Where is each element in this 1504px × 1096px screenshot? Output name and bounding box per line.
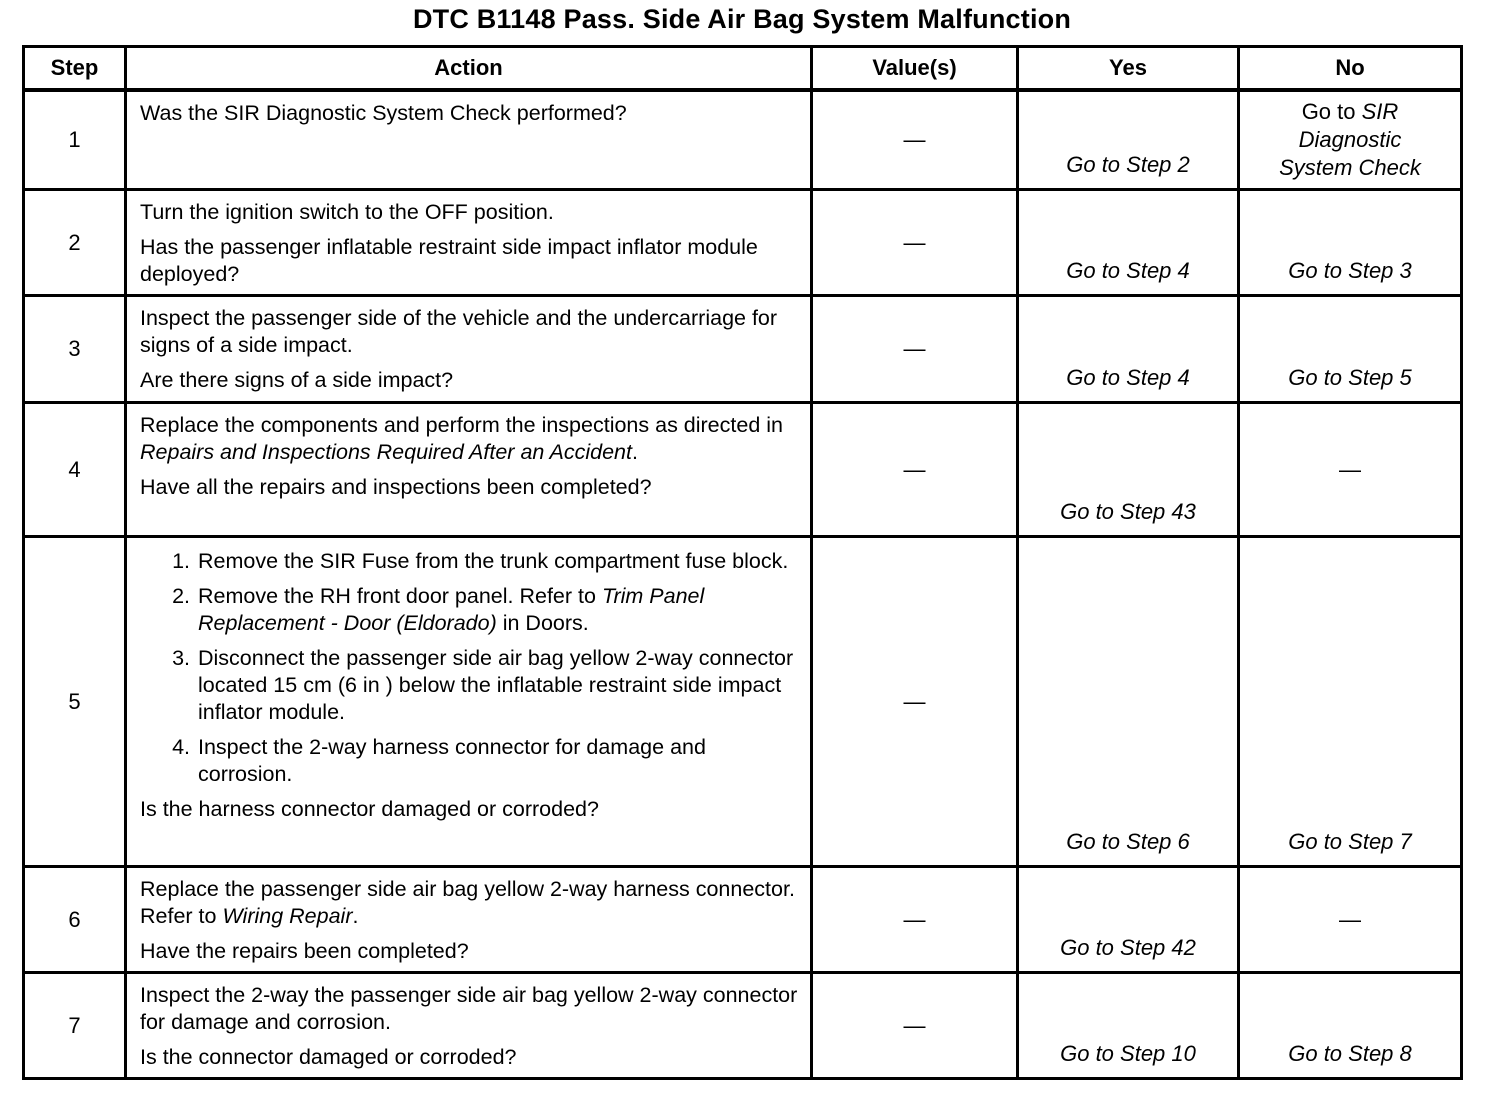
- list-item: [196, 583, 802, 637]
- procedure-list: [140, 548, 802, 788]
- action-cell: [126, 867, 812, 973]
- table-row: [24, 90, 1462, 190]
- no-cell: —: [1239, 867, 1462, 973]
- step-number: 1: [24, 90, 126, 190]
- action-question: Have the repairs been completed?: [140, 939, 469, 963]
- yes-cell: Go to Step 43: [1018, 403, 1239, 537]
- reference-title: Repairs and Inspections Required After an Accident: [140, 440, 632, 464]
- action-question: Are there signs of a side impact?: [140, 368, 454, 392]
- no-cell: Go to Step 5: [1239, 296, 1462, 403]
- table-row: [24, 867, 1462, 973]
- list-item: 4. Inspect the 2-way harness connector for damage and corrosion.: [196, 734, 802, 788]
- action-cell: [126, 973, 812, 1079]
- yes-cell: Go to Step 42: [1018, 867, 1239, 973]
- action-question: Is the harness connector damaged or corroded?: [140, 797, 599, 821]
- step-number: 6: [24, 867, 126, 973]
- table-header-row: [24, 47, 1462, 91]
- table-row: [24, 403, 1462, 537]
- header-action: Action: [126, 47, 812, 91]
- no-line: System Check: [1279, 155, 1421, 180]
- action-question: Have all the repairs and inspections been completed?: [140, 475, 652, 499]
- yes-cell: Go to Step 10: [1018, 973, 1239, 1079]
- action-question: Has the passenger inflatable restraint side impact inflator module deployed?: [140, 235, 758, 286]
- table-row: [24, 537, 1462, 867]
- list-item-pre: Remove the RH front door panel. Refer to: [198, 584, 602, 608]
- no-cell: —: [1239, 403, 1462, 537]
- action-cell: [126, 90, 812, 190]
- action-text-pre: Replace the components and perform the inspections as directed in: [140, 413, 783, 437]
- header-values: Value(s): [812, 47, 1018, 91]
- no-line: [1240, 98, 1460, 126]
- page-title: DTC B1148 Pass. Side Air Bag System Malfunction: [412, 4, 1072, 34]
- action-text-post: .: [632, 440, 638, 464]
- no-line-prefix: Go to: [1301, 99, 1362, 124]
- yes-cell: Go to Step 4: [1018, 190, 1239, 296]
- action-text: [140, 876, 802, 930]
- value-cell: —: [812, 90, 1018, 190]
- table-row: [24, 296, 1462, 403]
- action-text-post: .: [352, 904, 359, 928]
- no-cell: Go to Step 7: [1239, 537, 1462, 867]
- action-cell: [126, 537, 812, 867]
- list-item-post: in Doors.: [496, 611, 589, 635]
- table-row: [24, 973, 1462, 1079]
- action-question: Is the connector damaged or corroded?: [140, 1045, 517, 1069]
- action-text: Inspect the 2-way the passenger side air bag yellow 2-way connector for damage and corrosion.: [140, 983, 798, 1034]
- value-cell: —: [812, 537, 1018, 867]
- yes-cell: Go to Step 4: [1018, 296, 1239, 403]
- action-cell: [126, 190, 812, 296]
- header-yes: Yes: [1018, 47, 1239, 91]
- yes-cell: Go to Step 6: [1018, 537, 1239, 867]
- action-text: Inspect the passenger side of the vehicle and the undercarriage for signs of a side impact.: [140, 306, 778, 357]
- yes-cell: Go to Step 2: [1018, 90, 1239, 190]
- list-item: 3. Disconnect the passenger side air bag yellow 2-way connector located 15 cm (6 in ) below the inflatable restraint side impact inflator module.: [196, 645, 802, 726]
- step-number: 4: [24, 403, 126, 537]
- value-cell: —: [812, 973, 1018, 1079]
- step-number: 3: [24, 296, 126, 403]
- no-cell: Go to Step 8: [1239, 973, 1462, 1079]
- no-cell: [1239, 90, 1462, 190]
- no-line-ref: SIR: [1361, 99, 1399, 124]
- value-cell: —: [812, 867, 1018, 973]
- list-item: 1. Remove the SIR Fuse from the trunk compartment fuse block.: [196, 548, 802, 575]
- value-cell: —: [812, 296, 1018, 403]
- action-cell: [126, 296, 812, 403]
- step-number: 2: [24, 190, 126, 296]
- action-cell: [126, 403, 812, 537]
- action-text-pre: Replace the passenger side air bag yellow 2-way harness connector. Refer to: [140, 877, 795, 928]
- action-text: [140, 412, 802, 466]
- header-step: Step: [24, 47, 126, 91]
- value-cell: —: [812, 190, 1018, 296]
- action-text: Was the SIR Diagnostic System Check performed?: [140, 101, 627, 125]
- header-no: No: [1239, 47, 1462, 91]
- no-line: Diagnostic: [1298, 127, 1402, 152]
- step-number: 7: [24, 973, 126, 1079]
- action-text: Turn the ignition switch to the OFF position.: [140, 200, 554, 224]
- table-row: [24, 190, 1462, 296]
- diagnostic-table: [22, 45, 1463, 1080]
- value-cell: —: [812, 403, 1018, 537]
- no-cell: Go to Step 3: [1239, 190, 1462, 296]
- step-number: 5: [24, 537, 126, 867]
- reference-title: Wiring Repair: [222, 904, 353, 928]
- reference-title: Trim Panel Replacement - Door (Eldorado): [198, 584, 705, 635]
